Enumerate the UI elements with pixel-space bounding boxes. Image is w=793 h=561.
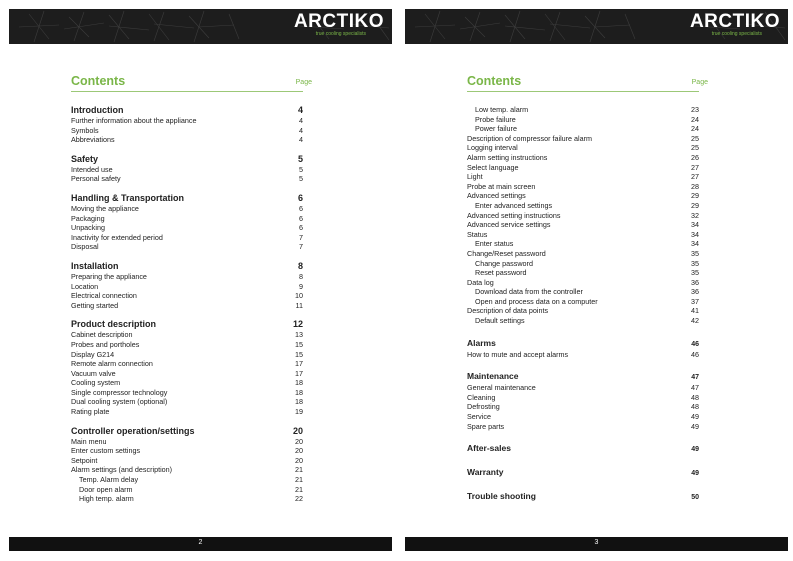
toc-entry-page: 9 [299,281,303,291]
page-number: 3 [594,539,599,546]
toc-entry[interactable] [71,456,303,466]
toc-entry-page: 29 [691,200,699,210]
toc-section-heading[interactable] [467,371,699,383]
toc-section-heading-page: 47 [691,374,699,382]
toc-entry[interactable] [71,126,303,136]
toc-entry[interactable] [71,350,303,360]
toc-section-heading-page: 46 [691,340,699,348]
toc-entry[interactable] [467,163,699,173]
toc-entry-label: Main menu [71,436,107,446]
toc-entry[interactable] [467,124,699,134]
toc-entry[interactable] [71,378,303,388]
toc-entry-label: Symbols [71,125,99,135]
toc-entry-page: 37 [691,296,699,306]
toc-entry-page: 48 [691,392,699,402]
toc-entry-page: 26 [691,152,699,162]
toc-entry-page: 21 [295,484,303,494]
toc-entry-page: 34 [691,239,699,249]
toc-entry[interactable] [71,301,303,311]
toc-entry-page: 20 [295,446,303,456]
toc-entry-label: Moving the appliance [71,203,139,213]
toc-section-heading-page: 20 [292,425,303,436]
toc-entry-label: Unpacking [71,223,105,233]
toc-entry[interactable] [467,278,699,288]
toc-entry-label: Cooling system [71,378,121,388]
toc-entry[interactable] [71,204,303,214]
toc-entry[interactable] [467,287,699,297]
toc-entry-page: 29 [691,191,699,201]
toc-entry-page: 47 [691,383,699,393]
toc-entry[interactable] [467,172,699,182]
toc-entry-label: Advanced settings [467,191,526,201]
divider [71,91,303,92]
toc-section-heading-label: Trouble shooting [467,491,536,502]
toc-entry[interactable] [467,297,699,307]
toc-entry-page: 17 [295,368,303,378]
toc-entry-label: Getting started [71,300,119,310]
toc-entry[interactable] [467,259,699,269]
toc-entry-label: Light [467,172,483,182]
toc-entry-label: Data log [467,277,494,287]
toc-entry-page: 4 [299,135,303,145]
page-title: Contents [71,74,126,88]
toc-entry[interactable] [71,272,303,282]
toc-section-heading-page: 49 [691,446,699,454]
toc-entry-label: Download data from the controller [475,287,583,297]
toc-entry[interactable] [467,105,699,115]
toc-entry[interactable] [71,437,303,447]
toc-entry-label: Probe failure [475,114,516,124]
toc-entry-label: How to mute and accept alarms [467,349,569,359]
toc-entry-label: Enter custom settings [71,446,141,456]
toc-entry-page: 5 [299,174,303,184]
toc-entry-page: 10 [295,291,303,301]
toc-entry-page: 36 [691,277,699,287]
toc-entry-label: Door open alarm [79,484,133,494]
toc-entry-label: Service [467,412,491,422]
toc-entry-page: 5 [299,164,303,174]
toc-entry-label: Vacuum valve [71,368,116,378]
toc-entry-label: Low temp. alarm [475,105,529,114]
toc-entry-page: 15 [295,349,303,359]
toc-entry[interactable] [71,116,303,126]
right-page [405,0,788,561]
toc-entry-label: Power failure [475,124,517,134]
toc-section-heading-page: 6 [297,192,303,203]
toc-entry[interactable] [71,174,303,184]
toc-entry[interactable] [467,115,699,125]
toc-entry-page: 21 [295,475,303,485]
toc-entry-label: Probes and portholes [71,339,140,349]
toc-section-heading-page: 4 [297,105,303,115]
toc-entry-page: 48 [691,402,699,412]
toc-entry-label: Select language [467,162,519,172]
toc-entry[interactable] [71,242,303,252]
toc-entry-page: 7 [299,232,303,242]
page-header [405,9,788,44]
toc-entry-page: 8 [299,271,303,281]
toc-entry-page: 18 [295,387,303,397]
toc-entry[interactable] [71,223,303,233]
toc-entry-page: 34 [691,220,699,230]
toc-entry-page: 18 [295,397,303,407]
toc-entry-page: 19 [295,407,303,417]
toc-entry[interactable] [467,153,699,163]
toc-entry-label: Reset password [475,268,527,278]
toc-entry[interactable] [467,383,699,393]
toc-entry[interactable] [71,465,303,475]
toc-section-heading[interactable] [467,338,699,350]
toc-entry[interactable] [71,330,303,340]
toc-section-heading-page: 49 [691,470,699,478]
toc-entry[interactable] [467,239,699,249]
toc-section-heading-page: 12 [292,319,303,330]
toc-entry-label: Spare parts [467,421,505,431]
toc-entry-page: 21 [295,465,303,475]
toc-section-heading-label: Alarms [467,337,496,348]
toc-entry[interactable] [71,135,303,145]
page-column-label: Page [295,79,312,86]
page-footer [405,537,788,551]
toc-entry[interactable] [71,475,303,485]
toc-entry-label: Preparing the appliance [71,271,147,281]
toc-entry[interactable] [71,282,303,292]
toc-entry-page: 20 [295,455,303,465]
toc-entry-label: Remote alarm connection [71,359,153,369]
toc-entry[interactable] [467,211,699,221]
toc-entry-label: Enter advanced settings [475,200,553,210]
toc-entry-label: Display G214 [71,349,115,359]
toc-entry-label: Setpoint [71,455,98,465]
toc-section-heading[interactable] [71,154,303,165]
toc-entry[interactable] [467,350,699,360]
toc-entry-label: Enter status [475,239,514,249]
page-footer [9,537,392,551]
arctiko-logo: ARCTIKO true cooling specialists [689,11,780,37]
toc-entry-label: Location [71,281,99,291]
toc-entry-page: 20 [295,436,303,446]
toc-section-heading-label: Maintenance [467,371,519,382]
toc-entry[interactable] [71,369,303,379]
page-title: Contents [467,74,522,88]
toc-entry[interactable] [467,182,699,192]
toc-entry[interactable] [71,359,303,369]
toc-entry-label: Description of data points [467,306,549,316]
toc-entry-label: Inactivity for extended period [71,232,163,242]
toc-entry-page: 7 [299,242,303,252]
page-number: 2 [198,539,203,546]
toc-entry-page: 15 [295,339,303,349]
toc-entry-page: 46 [691,349,699,359]
toc-entry-label: Rating plate [71,407,110,417]
toc-entry-page: 24 [691,124,699,134]
toc-entry[interactable] [71,388,303,398]
toc-entry-label: Open and process data on a computer [475,296,598,306]
toc-entry-page: 25 [691,133,699,143]
toc-section-heading[interactable] [71,319,303,330]
toc-entry-label: Alarm setting instructions [467,152,548,162]
toc-section-heading-label: Controller operation/settings [71,425,195,436]
toc-entry-page: 6 [299,203,303,213]
toc-entry-page: 32 [691,210,699,220]
toc-entry-label: Change password [475,258,533,268]
toc-section-heading[interactable] [71,426,303,437]
toc-section-heading-label: Product description [71,319,157,330]
toc-section-heading-label: After-sales [467,443,511,454]
toc-entry[interactable] [71,485,303,495]
toc-entry-page: 28 [691,181,699,191]
toc-section-heading-page: 50 [691,494,699,502]
toc-entry-page: 22 [295,494,303,504]
toc-entry[interactable] [467,306,699,316]
toc-section-heading[interactable] [71,105,303,116]
toc-entry-label: Change/Reset password [467,248,546,258]
toc-entry-label: Default settings [475,316,525,326]
toc-entry-page: 6 [299,223,303,233]
toc-entry-page: 49 [691,421,699,431]
toc-entry-page: 42 [691,316,699,326]
toc-entry-page: 18 [295,378,303,388]
toc-entry[interactable] [467,402,699,412]
toc-entry[interactable] [467,191,699,201]
toc-entry[interactable] [71,165,303,175]
toc-entry-page: 17 [295,359,303,369]
toc-entry-page: 41 [691,306,699,316]
toc-entry-label: Dual cooling system (optional) [71,397,168,407]
toc-section-heading[interactable] [467,491,699,503]
arctiko-logo: ARCTIKO true cooling specialists [293,11,384,37]
toc-entry-page: 6 [299,213,303,223]
toc-entry[interactable] [467,316,699,326]
toc-entry-label: Alarm settings (and description) [71,465,173,475]
toc-entry-label: Further information about the appliance [71,116,197,125]
toc-entry-page: 49 [691,412,699,422]
toc-entry-label: Personal safety [71,174,121,184]
toc-entry[interactable] [71,233,303,243]
toc-entry[interactable] [467,268,699,278]
toc-entry-label: Advanced setting instructions [467,210,561,220]
toc-entry[interactable] [467,220,699,230]
toc-entry-label: Single compressor technology [71,387,168,397]
toc-entry[interactable] [467,422,699,432]
toc-entry[interactable] [467,134,699,144]
page-header [9,9,392,44]
toc-entry-label: High temp. alarm [79,494,134,504]
toc-entry[interactable] [71,214,303,224]
toc-entry[interactable] [467,143,699,153]
toc-entry-label: Status [467,229,488,239]
toc-entry-label: Temp. Alarm delay [79,475,139,485]
toc-entry[interactable] [71,397,303,407]
toc-entry-label: Description of compressor failure alarm [467,133,593,143]
toc-entry[interactable] [71,407,303,417]
toc-entry-page: 35 [691,258,699,268]
toc-section-heading-label: Introduction [71,105,124,115]
toc-entry-label: Intended use [71,164,113,174]
toc-entry-page: 27 [691,162,699,172]
toc-entry-label: General maintenance [467,383,536,393]
table-of-contents [71,105,303,504]
toc-entry[interactable] [467,393,699,403]
toc-entry-page: 35 [691,248,699,258]
toc-section-heading[interactable] [467,467,699,479]
toc-entry[interactable] [71,494,303,504]
toc-entry-label: Advanced service settings [467,220,551,230]
toc-entry[interactable] [71,340,303,350]
toc-section-heading[interactable] [71,261,303,272]
toc-entry-page: 4 [299,125,303,135]
toc-entry-label: Packaging [71,213,105,223]
toc-section-heading-label: Handling & Transportation [71,192,185,203]
toc-entry-label: Abbreviations [71,135,115,145]
toc-entry-label: Disposal [71,242,99,252]
toc-entry-page: 25 [691,143,699,153]
toc-entry-page: 4 [299,116,303,125]
toc-section-heading-page: 5 [297,153,303,164]
toc-section-heading-label: Warranty [467,467,504,478]
toc-entry-label: Logging interval [467,143,518,153]
toc-entry[interactable] [467,412,699,422]
toc-entry-label: Probe at main screen [467,181,536,191]
toc-entry[interactable] [467,230,699,240]
toc-entry-page: 13 [295,330,303,340]
toc-entry-label: Electrical connection [71,291,137,301]
toc-entry-page: 11 [295,300,303,310]
toc-entry[interactable] [467,201,699,211]
toc-entry[interactable] [71,291,303,301]
toc-entry[interactable] [71,446,303,456]
toc-section-heading-label: Safety [71,153,99,164]
toc-entry-page: 34 [691,229,699,239]
toc-entry-label: Defrosting [467,402,500,412]
table-of-contents [467,105,699,503]
toc-section-heading[interactable] [467,443,699,455]
toc-entry-page: 24 [691,114,699,124]
toc-entry-page: 36 [691,287,699,297]
toc-entry-page: 27 [691,172,699,182]
toc-section-heading[interactable] [71,193,303,204]
left-page [9,0,392,561]
toc-entry-label: Cabinet description [71,330,133,340]
page-column-label: Page [691,79,708,86]
toc-entry-page: 23 [691,105,699,114]
toc-entry[interactable] [467,249,699,259]
divider [467,91,699,92]
toc-section-heading-label: Installation [71,260,119,271]
toc-entry-label: Cleaning [467,392,496,402]
toc-entry-page: 35 [691,268,699,278]
toc-section-heading-page: 8 [297,260,303,271]
